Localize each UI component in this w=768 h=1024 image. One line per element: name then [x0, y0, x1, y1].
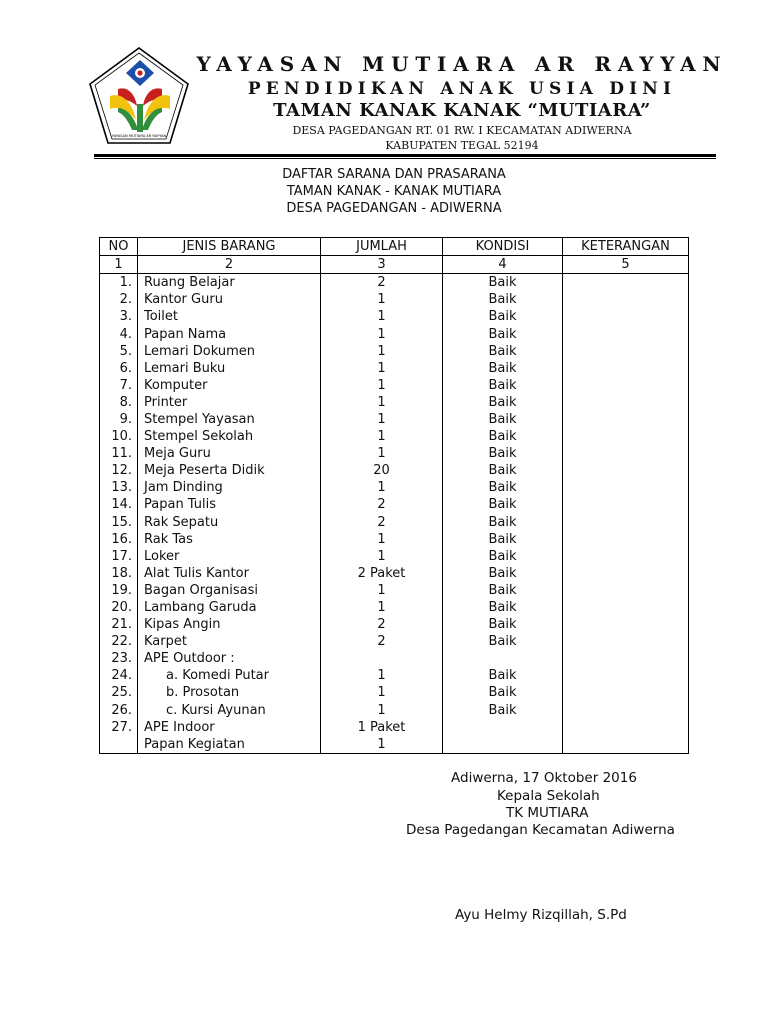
- item-note: [563, 565, 689, 582]
- row-number: 24.: [100, 667, 138, 684]
- item-condition: Baik: [443, 684, 563, 701]
- table-row: [100, 360, 689, 377]
- item-note: [563, 514, 689, 531]
- item-name: Stempel Sekolah: [138, 428, 321, 445]
- item-name: Papan Kegiatan: [138, 736, 321, 754]
- table-row: [100, 548, 689, 565]
- item-quantity: 2: [321, 496, 443, 513]
- item-condition: Baik: [443, 360, 563, 377]
- column-number: 3: [321, 256, 443, 274]
- item-quantity: 1: [321, 667, 443, 684]
- item-note: [563, 291, 689, 308]
- row-number: 9.: [100, 411, 138, 428]
- row-number: 27.: [100, 719, 138, 736]
- item-quantity: 20: [321, 462, 443, 479]
- table-row: [100, 582, 689, 599]
- row-number: 26.: [100, 702, 138, 719]
- item-note: [563, 599, 689, 616]
- item-name: Jam Dinding: [138, 479, 321, 496]
- item-note: [563, 684, 689, 701]
- item-note: [563, 411, 689, 428]
- item-note: [563, 462, 689, 479]
- item-condition: Baik: [443, 548, 563, 565]
- item-note: [563, 548, 689, 565]
- foundation-name: YAYASAN MUTIARA AR RAYYAN: [196, 52, 728, 76]
- item-note: [563, 719, 689, 736]
- item-name: b. Prosotan: [138, 684, 321, 701]
- row-number: 7.: [100, 377, 138, 394]
- item-quantity: 1: [321, 582, 443, 599]
- item-name: Komputer: [138, 377, 321, 394]
- item-name: Toilet: [138, 308, 321, 325]
- item-name: APE Indoor: [138, 719, 321, 736]
- table-row: [100, 599, 689, 616]
- column-number: 1: [100, 256, 138, 274]
- item-condition: Baik: [443, 633, 563, 650]
- column-number: 5: [563, 256, 689, 274]
- table-row: [100, 684, 689, 701]
- item-quantity: 1: [321, 360, 443, 377]
- item-name: Lemari Dokumen: [138, 343, 321, 360]
- row-number: 5.: [100, 343, 138, 360]
- signature-location: Desa Pagedangan Kecamatan Adiwerna: [406, 822, 675, 838]
- item-name: Meja Peserta Didik: [138, 462, 321, 479]
- doc-title-line-3: DESA PAGEDANGAN - ADIWERNA: [286, 201, 502, 216]
- item-name: Stempel Yayasan: [138, 411, 321, 428]
- table-row: [100, 479, 689, 496]
- item-name: Printer: [138, 394, 321, 411]
- item-note: [563, 445, 689, 462]
- item-quantity: 1: [321, 702, 443, 719]
- item-note: [563, 394, 689, 411]
- item-condition: Baik: [443, 667, 563, 684]
- header-divider-thick: [94, 154, 716, 157]
- row-number: 2.: [100, 291, 138, 308]
- item-note: [563, 702, 689, 719]
- row-number: 17.: [100, 548, 138, 565]
- item-condition: Baik: [443, 445, 563, 462]
- table-row: [100, 633, 689, 650]
- item-condition: Baik: [443, 394, 563, 411]
- signature-position: Kepala Sekolah: [497, 788, 600, 804]
- item-name: Alat Tulis Kantor: [138, 565, 321, 582]
- item-name: Papan Tulis: [138, 496, 321, 513]
- table-row: [100, 565, 689, 582]
- item-quantity: 1: [321, 377, 443, 394]
- row-number: 8.: [100, 394, 138, 411]
- table-column-number-row: [100, 256, 689, 274]
- item-quantity: 2: [321, 514, 443, 531]
- item-condition: Baik: [443, 496, 563, 513]
- item-note: [563, 582, 689, 599]
- table-row: [100, 428, 689, 445]
- column-header: KONDISI: [443, 238, 563, 256]
- row-number: 21.: [100, 616, 138, 633]
- item-note: [563, 360, 689, 377]
- item-condition: Baik: [443, 343, 563, 360]
- item-name: Bagan Organisasi: [138, 582, 321, 599]
- item-condition: Baik: [443, 428, 563, 445]
- column-header: KETERANGAN: [563, 238, 689, 256]
- table-row: [100, 394, 689, 411]
- item-condition: Baik: [443, 514, 563, 531]
- item-note: [563, 650, 689, 667]
- item-quantity: 1: [321, 325, 443, 342]
- column-number: 4: [443, 256, 563, 274]
- item-condition: [443, 736, 563, 754]
- row-number: 1.: [100, 274, 138, 292]
- row-number: 4.: [100, 325, 138, 342]
- item-note: [563, 531, 689, 548]
- item-quantity: 1: [321, 548, 443, 565]
- table-row: [100, 531, 689, 548]
- table-row: [100, 514, 689, 531]
- item-quantity: 2 Paket: [321, 565, 443, 582]
- inventory-table: [99, 237, 689, 754]
- item-condition: Baik: [443, 411, 563, 428]
- item-name: APE Outdoor :: [138, 650, 321, 667]
- item-condition: Baik: [443, 702, 563, 719]
- item-quantity: 2: [321, 633, 443, 650]
- item-quantity: 1: [321, 684, 443, 701]
- table-row: [100, 736, 689, 754]
- item-quantity: 2: [321, 616, 443, 633]
- item-condition: [443, 719, 563, 736]
- item-condition: Baik: [443, 582, 563, 599]
- item-condition: Baik: [443, 531, 563, 548]
- item-quantity: 1: [321, 291, 443, 308]
- item-condition: Baik: [443, 599, 563, 616]
- table-body: [100, 274, 689, 754]
- item-quantity: 1: [321, 428, 443, 445]
- logo-caption: YAYASAN MUTIARA AR RAYYAN: [111, 134, 167, 138]
- item-condition: Baik: [443, 291, 563, 308]
- item-note: [563, 496, 689, 513]
- row-number: 11.: [100, 445, 138, 462]
- row-number: 10.: [100, 428, 138, 445]
- column-header: NO: [100, 238, 138, 256]
- item-name: Meja Guru: [138, 445, 321, 462]
- table-row: [100, 274, 689, 292]
- program-name: PENDIDIKAN ANAK USIA DINI: [247, 79, 677, 99]
- row-number: 15.: [100, 514, 138, 531]
- row-number: 14.: [100, 496, 138, 513]
- table-row: [100, 445, 689, 462]
- item-quantity: 1: [321, 479, 443, 496]
- column-header: JENIS BARANG: [138, 238, 321, 256]
- item-name: Papan Nama: [138, 325, 321, 342]
- table-row: [100, 616, 689, 633]
- item-quantity: [321, 650, 443, 667]
- item-condition: Baik: [443, 565, 563, 582]
- item-quantity: 1: [321, 445, 443, 462]
- school-name: TAMAN KANAK KANAK “MUTIARA”: [273, 100, 651, 121]
- table-row: [100, 291, 689, 308]
- item-note: [563, 308, 689, 325]
- row-number: 18.: [100, 565, 138, 582]
- school-address: DESA PAGEDANGAN RT. 01 RW. I KECAMATAN ADIWERNA: [292, 124, 632, 137]
- item-name: Kipas Angin: [138, 616, 321, 633]
- item-quantity: 1: [321, 599, 443, 616]
- row-number: 12.: [100, 462, 138, 479]
- row-number: 23.: [100, 650, 138, 667]
- column-header: JUMLAH: [321, 238, 443, 256]
- doc-title-line-1: DAFTAR SARANA DAN PRASARANA: [282, 167, 506, 182]
- item-note: [563, 633, 689, 650]
- item-note: [563, 667, 689, 684]
- item-name: a. Komedi Putar: [138, 667, 321, 684]
- item-quantity: 1: [321, 308, 443, 325]
- item-quantity: 1: [321, 531, 443, 548]
- item-quantity: 1 Paket: [321, 719, 443, 736]
- item-name: c. Kursi Ayunan: [138, 702, 321, 719]
- row-number: [100, 736, 138, 754]
- table-row: [100, 325, 689, 342]
- table-row: [100, 667, 689, 684]
- item-name: Lambang Garuda: [138, 599, 321, 616]
- row-number: 19.: [100, 582, 138, 599]
- item-condition: Baik: [443, 377, 563, 394]
- item-condition: Baik: [443, 479, 563, 496]
- table-row: [100, 719, 689, 736]
- doc-title-line-2: TAMAN KANAK - KANAK MUTIARA: [286, 184, 502, 199]
- item-note: [563, 274, 689, 292]
- table-row: [100, 702, 689, 719]
- row-number: 3.: [100, 308, 138, 325]
- item-note: [563, 428, 689, 445]
- item-name: Loker: [138, 548, 321, 565]
- school-logo: [88, 46, 190, 146]
- item-quantity: 2: [321, 274, 443, 292]
- column-number: 2: [138, 256, 321, 274]
- table-row: [100, 411, 689, 428]
- table-row: [100, 308, 689, 325]
- table-row: [100, 496, 689, 513]
- item-name: Ruang Belajar: [138, 274, 321, 292]
- table-row: [100, 377, 689, 394]
- school-regency: KABUPATEN TEGAL 52194: [385, 139, 539, 152]
- item-condition: Baik: [443, 462, 563, 479]
- item-note: [563, 343, 689, 360]
- item-name: Rak Tas: [138, 531, 321, 548]
- item-note: [563, 616, 689, 633]
- signature-name: Ayu Helmy Rizqillah, S.Pd: [455, 907, 627, 923]
- item-condition: Baik: [443, 274, 563, 292]
- item-quantity: 1: [321, 411, 443, 428]
- item-condition: Baik: [443, 308, 563, 325]
- item-name: Rak Sepatu: [138, 514, 321, 531]
- item-note: [563, 736, 689, 754]
- item-name: Lemari Buku: [138, 360, 321, 377]
- item-name: Kantor Guru: [138, 291, 321, 308]
- row-number: 16.: [100, 531, 138, 548]
- item-condition: Baik: [443, 616, 563, 633]
- signature-place-date: Adiwerna, 17 Oktober 2016: [451, 770, 637, 786]
- table-row: [100, 650, 689, 667]
- item-note: [563, 377, 689, 394]
- item-condition: Baik: [443, 325, 563, 342]
- item-quantity: 1: [321, 343, 443, 360]
- row-number: 20.: [100, 599, 138, 616]
- item-quantity: 1: [321, 394, 443, 411]
- row-number: 6.: [100, 360, 138, 377]
- row-number: 22.: [100, 633, 138, 650]
- item-name: Karpet: [138, 633, 321, 650]
- signature-school: TK MUTIARA: [506, 805, 589, 821]
- item-note: [563, 479, 689, 496]
- row-number: 25.: [100, 684, 138, 701]
- table-row: [100, 343, 689, 360]
- item-quantity: 1: [321, 736, 443, 754]
- row-number: 13.: [100, 479, 138, 496]
- item-note: [563, 325, 689, 342]
- table-row: [100, 462, 689, 479]
- header-divider-thin: [94, 158, 716, 159]
- table-header-row: [100, 238, 689, 256]
- item-condition: [443, 650, 563, 667]
